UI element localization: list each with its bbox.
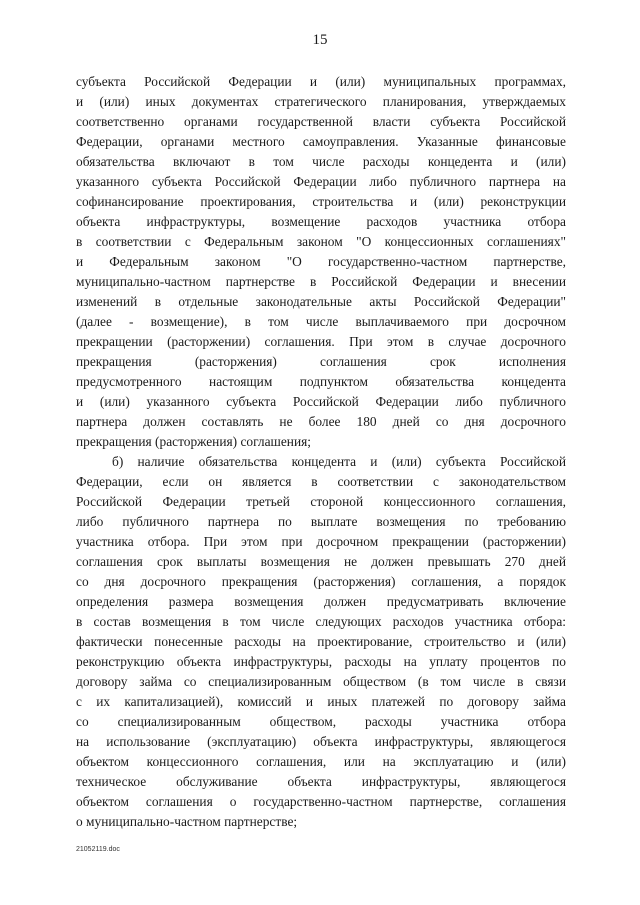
text-line: б) наличие обязательства концедента и (или) субъекта Российской: [112, 454, 566, 469]
text-line: (далее - возмещение), в том числе выплачиваемого при досрочном: [76, 314, 566, 329]
text-line: партнера должен составлять не более 180 дней со дня досрочного: [76, 414, 566, 429]
text-line: муниципально-частном партнерстве в Российской Федерации и внесении: [76, 274, 566, 289]
text-line: договору займа со специализированным обществом (в том числе в связи: [76, 674, 566, 689]
text-line: участника отбора. При этом при досрочном прекращении (расторжении): [76, 534, 566, 549]
text-line: и Федеральным законом "О государственно-частном партнерстве,: [76, 254, 566, 269]
text-line: прекращении (расторжении) соглашения. При этом в случае досрочного: [76, 334, 566, 349]
text-line: соответственно органами государственной власти субъекта Российской: [76, 114, 566, 129]
text-line: со дня досрочного прекращения (расторжения) соглашения, а порядок: [76, 574, 566, 589]
paragraph: [76, 72, 566, 452]
text-line: Федерации, если он является в соответствии с законодательством: [76, 474, 566, 489]
text-line: с их капитализацией), комиссий и иных платежей по договору займа: [76, 694, 566, 709]
text-line: софинансирование проектирования, строительства и (или) реконструкции: [76, 194, 566, 209]
text-line: прекращения (расторжения) соглашения срок исполнения: [76, 354, 566, 369]
text-line: объектом соглашения о государственно-частном партнерстве, соглашения: [76, 794, 566, 809]
text-line: в соответствии с Федеральным законом "О концессионных соглашениях": [76, 234, 566, 249]
text-line: субъекта Российской Федерации и (или) муниципальных программах,: [76, 74, 566, 89]
text-line: и (или) иных документах стратегического планирования, утверждаемых: [76, 94, 566, 109]
text-line: техническое обслуживание объекта инфраструктуры, являющегося: [76, 774, 566, 789]
text-line: объектом концессионного соглашения, или на эксплуатацию и (или): [76, 754, 566, 769]
text-line: соглашения срок выплаты возмещения не должен превышать 270 дней: [76, 554, 566, 569]
text-line: в состав возмещения в том числе следующих расходов участника отбора:: [76, 614, 566, 629]
text-line: либо публичного партнера по выплате возмещения по требованию: [76, 514, 566, 529]
text-line: указанного субъекта Российской Федерации либо публичного партнера на: [76, 174, 566, 189]
text-line: изменений в отдельные законодательные акты Российской Федерации": [76, 294, 566, 309]
text-line: определения размера возмещения должен предусматривать включение: [76, 594, 566, 609]
text-line: обязательства включают в том числе расходы концедента и (или): [76, 154, 566, 169]
text-line: прекращения (расторжения) соглашения;: [76, 434, 312, 449]
text-line: реконструкцию объекта инфраструктуры, расходы на уплату процентов по: [76, 654, 566, 669]
text-line: о муниципально-частном партнерстве;: [76, 814, 298, 829]
text-line: Федерации, органами местного самоуправления. Указанные финансовые: [76, 134, 566, 149]
document-body: [76, 72, 566, 832]
text-line: на использование (эксплуатацию) объекта инфраструктуры, являющегося: [76, 734, 566, 749]
text-line: и (или) указанного субъекта Российской Федерации либо публичного: [76, 394, 566, 409]
text-line: предусмотренного настоящим подпунктом обязательства концедента: [76, 374, 566, 389]
page-number: 15: [312, 32, 328, 48]
text-line: объекта инфраструктуры, возмещение расходов участника отбора: [76, 214, 566, 229]
text-line: фактически понесенные расходы на проектирование, строительство и (или): [76, 634, 566, 649]
paragraph: [76, 452, 566, 832]
text-line: Российской Федерации третьей стороной концессионного соглашения,: [76, 494, 566, 509]
document-filename: 21052119.doc: [76, 846, 120, 853]
text-line: со специализированным обществом, расходы участника отбора: [76, 714, 566, 729]
